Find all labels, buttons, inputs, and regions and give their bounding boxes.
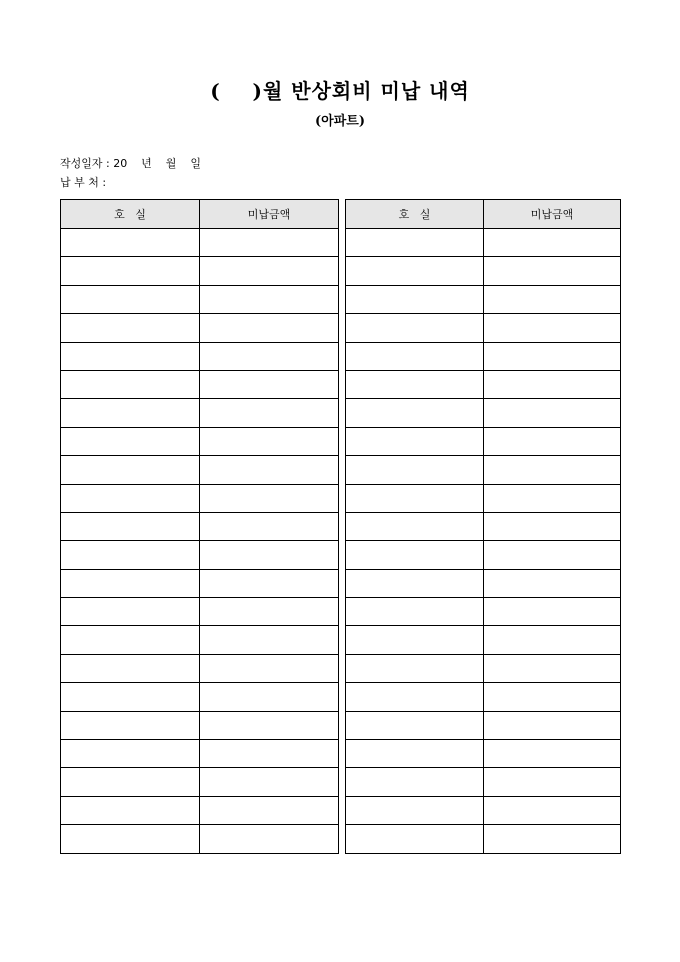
table-row	[346, 626, 621, 654]
room-cell[interactable]	[346, 711, 484, 739]
unpaid-amount-cell[interactable]	[200, 626, 339, 654]
room-cell[interactable]	[61, 456, 200, 484]
table-row	[346, 229, 621, 257]
table-row	[61, 711, 339, 739]
table-row	[346, 314, 621, 342]
room-cell[interactable]	[346, 285, 484, 313]
unpaid-amount-cell[interactable]	[484, 569, 621, 597]
table-row	[61, 740, 339, 768]
header-room: 호 실	[61, 200, 200, 229]
room-cell[interactable]	[61, 399, 200, 427]
table-row	[61, 314, 339, 342]
table-row	[61, 654, 339, 682]
room-cell[interactable]	[346, 342, 484, 370]
unpaid-amount-cell[interactable]	[484, 626, 621, 654]
room-cell[interactable]	[346, 654, 484, 682]
unpaid-amount-cell[interactable]	[200, 796, 339, 824]
table-row	[346, 512, 621, 540]
unpaid-amount-cell[interactable]	[484, 598, 621, 626]
table-row	[61, 569, 339, 597]
unpaid-amount-cell[interactable]	[484, 740, 621, 768]
table-row	[346, 796, 621, 824]
table-row	[346, 285, 621, 313]
unpaid-amount-cell[interactable]	[200, 484, 339, 512]
unpaid-amount-cell[interactable]	[484, 484, 621, 512]
unpaid-amount-cell[interactable]	[200, 314, 339, 342]
date-line: 작성일자 : 20 년 월 일	[60, 157, 202, 170]
document-title: ( )월 반상회비 미납 내역	[210, 79, 470, 103]
unpaid-amount-cell[interactable]	[200, 512, 339, 540]
room-cell[interactable]	[61, 796, 200, 824]
room-cell[interactable]	[61, 427, 200, 455]
table-header-row	[346, 200, 621, 229]
unpaid-amount-cell[interactable]	[484, 257, 621, 285]
table-row	[61, 257, 339, 285]
table-row	[346, 598, 621, 626]
room-cell[interactable]	[346, 370, 484, 398]
unpaid-amount-cell[interactable]	[200, 370, 339, 398]
table-row	[346, 569, 621, 597]
room-cell[interactable]	[61, 654, 200, 682]
room-cell[interactable]	[346, 399, 484, 427]
table-row	[61, 796, 339, 824]
table-row	[346, 825, 621, 853]
table-row	[346, 541, 621, 569]
room-cell[interactable]	[61, 370, 200, 398]
document-subtitle: (아파트)	[315, 114, 365, 129]
table-row	[61, 768, 339, 796]
table-row	[346, 370, 621, 398]
unpaid-amount-cell[interactable]	[484, 796, 621, 824]
table-row	[346, 740, 621, 768]
table-row	[61, 285, 339, 313]
table-row	[346, 711, 621, 739]
table-row	[61, 370, 339, 398]
room-cell[interactable]	[61, 683, 200, 711]
room-cell[interactable]	[346, 484, 484, 512]
unpaid-amount-cell[interactable]	[484, 683, 621, 711]
unpaid-amount-cell[interactable]	[200, 541, 339, 569]
room-cell[interactable]	[346, 314, 484, 342]
payer-line: 납 부 처 :	[60, 176, 107, 189]
room-cell[interactable]	[61, 711, 200, 739]
room-cell[interactable]	[61, 541, 200, 569]
unpaid-amount-cell[interactable]	[200, 342, 339, 370]
table-row	[61, 626, 339, 654]
room-cell[interactable]	[346, 229, 484, 257]
unpaid-amount-cell[interactable]	[200, 456, 339, 484]
room-cell[interactable]	[61, 598, 200, 626]
room-cell[interactable]	[61, 768, 200, 796]
ledger-body-left	[61, 229, 339, 854]
room-cell[interactable]	[346, 569, 484, 597]
unpaid-amount-cell[interactable]	[484, 768, 621, 796]
unpaid-amount-cell[interactable]	[484, 456, 621, 484]
table-row	[61, 512, 339, 540]
room-cell[interactable]	[346, 626, 484, 654]
header-unpaid-amount: 미납금액	[200, 200, 339, 229]
room-cell[interactable]	[346, 796, 484, 824]
ledger-table-right	[345, 199, 621, 854]
table-row	[346, 654, 621, 682]
unpaid-amount-cell[interactable]	[200, 683, 339, 711]
unpaid-amount-cell[interactable]	[200, 768, 339, 796]
table-row	[346, 257, 621, 285]
unpaid-amount-cell[interactable]	[200, 229, 339, 257]
table-header-row	[61, 200, 339, 229]
room-cell[interactable]	[61, 229, 200, 257]
table-row	[61, 229, 339, 257]
unpaid-amount-cell[interactable]	[484, 285, 621, 313]
unpaid-amount-cell[interactable]	[484, 342, 621, 370]
room-cell[interactable]	[346, 512, 484, 540]
unpaid-amount-cell[interactable]	[200, 825, 339, 853]
table-row	[346, 427, 621, 455]
unpaid-amount-cell[interactable]	[484, 427, 621, 455]
room-cell[interactable]	[61, 257, 200, 285]
unpaid-amount-cell[interactable]	[484, 654, 621, 682]
ledger-body-right	[346, 229, 621, 854]
room-cell[interactable]	[61, 314, 200, 342]
unpaid-amount-cell[interactable]	[200, 285, 339, 313]
table-row	[61, 484, 339, 512]
unpaid-amount-cell[interactable]	[484, 512, 621, 540]
table-row	[346, 342, 621, 370]
table-row	[346, 683, 621, 711]
room-cell[interactable]	[346, 825, 484, 853]
unpaid-amount-cell[interactable]	[200, 427, 339, 455]
table-row	[346, 768, 621, 796]
room-cell[interactable]	[61, 512, 200, 540]
unpaid-amount-cell[interactable]	[484, 370, 621, 398]
table-row	[346, 484, 621, 512]
unpaid-amount-cell[interactable]	[200, 569, 339, 597]
unpaid-amount-cell[interactable]	[484, 711, 621, 739]
room-cell[interactable]	[61, 569, 200, 597]
room-cell[interactable]	[346, 257, 484, 285]
room-cell[interactable]	[346, 598, 484, 626]
unpaid-amount-cell[interactable]	[200, 711, 339, 739]
header-room: 호 실	[346, 200, 484, 229]
unpaid-amount-cell[interactable]	[484, 314, 621, 342]
room-cell[interactable]	[61, 285, 200, 313]
room-cell[interactable]	[61, 342, 200, 370]
table-row	[61, 456, 339, 484]
unpaid-amount-cell[interactable]	[200, 740, 339, 768]
room-cell[interactable]	[61, 484, 200, 512]
table-row	[61, 825, 339, 853]
room-cell[interactable]	[61, 626, 200, 654]
room-cell[interactable]	[61, 825, 200, 853]
table-row	[61, 683, 339, 711]
table-row	[61, 598, 339, 626]
room-cell[interactable]	[346, 740, 484, 768]
room-cell[interactable]	[61, 740, 200, 768]
room-cell[interactable]	[346, 683, 484, 711]
table-row	[61, 541, 339, 569]
table-row	[61, 342, 339, 370]
header-unpaid-amount: 미납금액	[484, 200, 621, 229]
unpaid-amount-cell[interactable]	[200, 654, 339, 682]
table-row	[346, 399, 621, 427]
unpaid-amount-cell[interactable]	[484, 825, 621, 853]
unpaid-amount-cell[interactable]	[484, 399, 621, 427]
table-row	[61, 427, 339, 455]
unpaid-amount-cell[interactable]	[200, 598, 339, 626]
table-row	[61, 399, 339, 427]
room-cell[interactable]	[346, 541, 484, 569]
room-cell[interactable]	[346, 427, 484, 455]
table-row	[346, 456, 621, 484]
unpaid-amount-cell[interactable]	[484, 541, 621, 569]
unpaid-amount-cell[interactable]	[200, 399, 339, 427]
ledger-table-left	[60, 199, 339, 854]
room-cell[interactable]	[346, 456, 484, 484]
unpaid-amount-cell[interactable]	[484, 229, 621, 257]
room-cell[interactable]	[346, 768, 484, 796]
unpaid-amount-cell[interactable]	[200, 257, 339, 285]
